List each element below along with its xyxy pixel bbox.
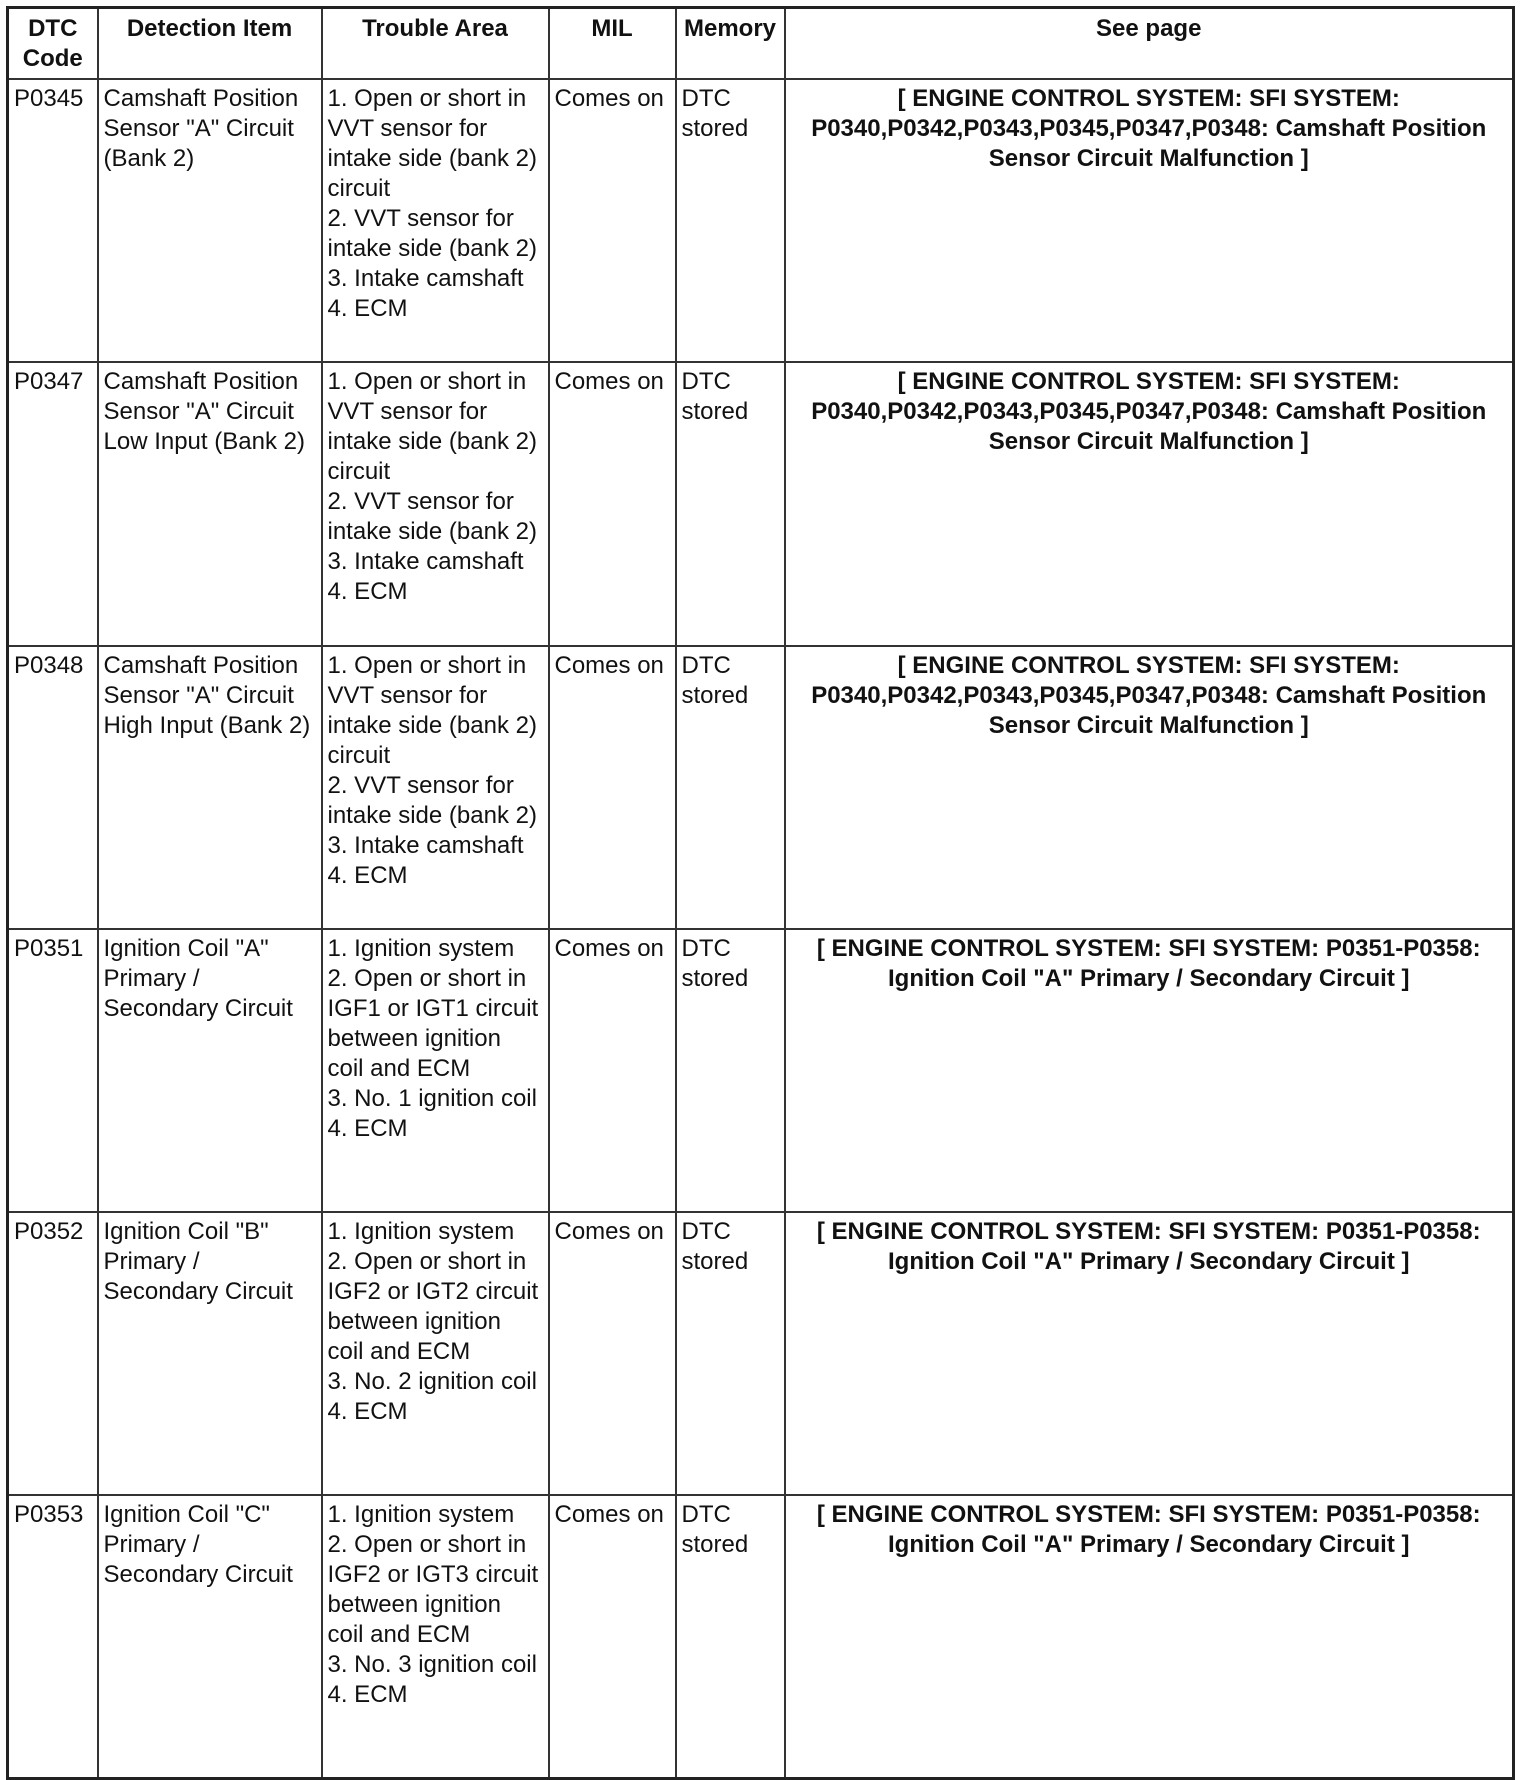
table-row: [8, 646, 1514, 929]
trouble-area-item: 2. VVT sensor for intake side (bank 2): [327, 488, 537, 545]
trouble-area-item: 3. No. 2 ignition coil: [327, 1368, 537, 1395]
mil-cell: Comes on: [549, 362, 676, 646]
trouble-area-item: 2. Open or short in IGF2 or IGT3 circuit between ignition coil and ECM: [327, 1531, 539, 1648]
trouble-area-item: 1. Open or short in VVT sensor for intake side (bank 2) circuit: [327, 652, 537, 769]
trouble-area-cell: [322, 1212, 549, 1495]
trouble-area-cell: [322, 79, 549, 362]
table-row: [8, 1495, 1514, 1778]
trouble-area-item: 2. VVT sensor for intake side (bank 2): [327, 205, 537, 262]
dtc-code-cell: P0345: [8, 79, 98, 362]
trouble-area-item: 4. ECM: [327, 578, 408, 605]
see-page-link[interactable]: [ ENGINE CONTROL SYSTEM: SFI SYSTEM: P0340,P0342,P0343,P0345,P0347,P0348: Camshaft Position Sensor Circuit Malfunction ]: [785, 646, 1514, 929]
detection-item-cell: Ignition Coil "C" Primary / Secondary Circuit: [98, 1495, 322, 1778]
trouble-area-cell: [322, 362, 549, 646]
detection-item-cell: Camshaft Position Sensor "A" Circuit High Input (Bank 2): [98, 646, 322, 929]
header-dtc-code: DTC Code: [8, 8, 98, 80]
dtc-table-container: [6, 6, 1512, 1780]
dtc-code-cell: P0347: [8, 362, 98, 646]
detection-item-cell: Ignition Coil "B" Primary / Secondary Circuit: [98, 1212, 322, 1495]
trouble-area-item: 4. ECM: [327, 295, 408, 322]
header-mil: MIL: [549, 8, 676, 80]
mil-cell: Comes on: [549, 79, 676, 362]
trouble-area-item: 2. VVT sensor for intake side (bank 2): [327, 772, 537, 829]
trouble-area-item: 3. No. 1 ignition coil: [327, 1085, 537, 1112]
memory-cell: DTC stored: [676, 362, 785, 646]
see-page-link[interactable]: [ ENGINE CONTROL SYSTEM: SFI SYSTEM: P0351-P0358: Ignition Coil "A" Primary / Secondary Circuit ]: [785, 929, 1514, 1212]
see-page-link[interactable]: [ ENGINE CONTROL SYSTEM: SFI SYSTEM: P0351-P0358: Ignition Coil "A" Primary / Secondary Circuit ]: [785, 1212, 1514, 1495]
detection-item-cell: Camshaft Position Sensor "A" Circuit Low Input (Bank 2): [98, 362, 322, 646]
mil-cell: Comes on: [549, 929, 676, 1212]
memory-cell: DTC stored: [676, 646, 785, 929]
table-row: [8, 362, 1514, 646]
table-row: [8, 929, 1514, 1212]
trouble-area-item: 1. Open or short in VVT sensor for intake side (bank 2) circuit: [327, 85, 537, 202]
trouble-area-cell: [322, 929, 549, 1212]
dtc-code-cell: P0348: [8, 646, 98, 929]
detection-item-cell: Ignition Coil "A" Primary / Secondary Circuit: [98, 929, 322, 1212]
dtc-code-cell: P0352: [8, 1212, 98, 1495]
mil-cell: Comes on: [549, 1495, 676, 1778]
see-page-link[interactable]: [ ENGINE CONTROL SYSTEM: SFI SYSTEM: P0340,P0342,P0343,P0345,P0347,P0348: Camshaft Position Sensor Circuit Malfunction ]: [785, 362, 1514, 646]
trouble-area-item: 2. Open or short in IGF1 or IGT1 circuit between ignition coil and ECM: [327, 965, 539, 1082]
dtc-code-cell: P0353: [8, 1495, 98, 1778]
header-memory: Memory: [676, 8, 785, 80]
trouble-area-item: 3. No. 3 ignition coil: [327, 1651, 537, 1678]
trouble-area-item: 1. Ignition system: [327, 1501, 515, 1528]
mil-cell: Comes on: [549, 1212, 676, 1495]
memory-cell: DTC stored: [676, 79, 785, 362]
memory-cell: DTC stored: [676, 1212, 785, 1495]
mil-cell: Comes on: [549, 646, 676, 929]
trouble-area-item: 3. Intake camshaft: [327, 548, 524, 575]
trouble-area-item: 3. Intake camshaft: [327, 832, 524, 859]
memory-cell: DTC stored: [676, 929, 785, 1212]
table-row: [8, 79, 1514, 362]
header-detection-item: Detection Item: [98, 8, 322, 80]
memory-cell: DTC stored: [676, 1495, 785, 1778]
trouble-area-item: 1. Ignition system: [327, 1218, 515, 1245]
dtc-table: [6, 6, 1515, 1780]
see-page-link[interactable]: [ ENGINE CONTROL SYSTEM: SFI SYSTEM: P0351-P0358: Ignition Coil "A" Primary / Secondary Circuit ]: [785, 1495, 1514, 1778]
trouble-area-item: 2. Open or short in IGF2 or IGT2 circuit between ignition coil and ECM: [327, 1248, 539, 1365]
trouble-area-item: 4. ECM: [327, 1398, 408, 1425]
table-row: [8, 1212, 1514, 1495]
trouble-area-item: 3. Intake camshaft: [327, 265, 524, 292]
trouble-area-item: 1. Open or short in VVT sensor for intake side (bank 2) circuit: [327, 368, 537, 485]
see-page-link[interactable]: [ ENGINE CONTROL SYSTEM: SFI SYSTEM: P0340,P0342,P0343,P0345,P0347,P0348: Camshaft Position Sensor Circuit Malfunction ]: [785, 79, 1514, 362]
trouble-area-item: 1. Ignition system: [327, 935, 515, 962]
trouble-area-item: 4. ECM: [327, 1681, 408, 1708]
trouble-area-cell: [322, 1495, 549, 1778]
header-row: [8, 8, 1514, 80]
trouble-area-cell: [322, 646, 549, 929]
dtc-code-cell: P0351: [8, 929, 98, 1212]
header-trouble-area: Trouble Area: [322, 8, 549, 80]
header-see-page: See page: [785, 8, 1514, 80]
trouble-area-item: 4. ECM: [327, 862, 408, 889]
trouble-area-item: 4. ECM: [327, 1115, 408, 1142]
detection-item-cell: Camshaft Position Sensor "A" Circuit (Bank 2): [98, 79, 322, 362]
